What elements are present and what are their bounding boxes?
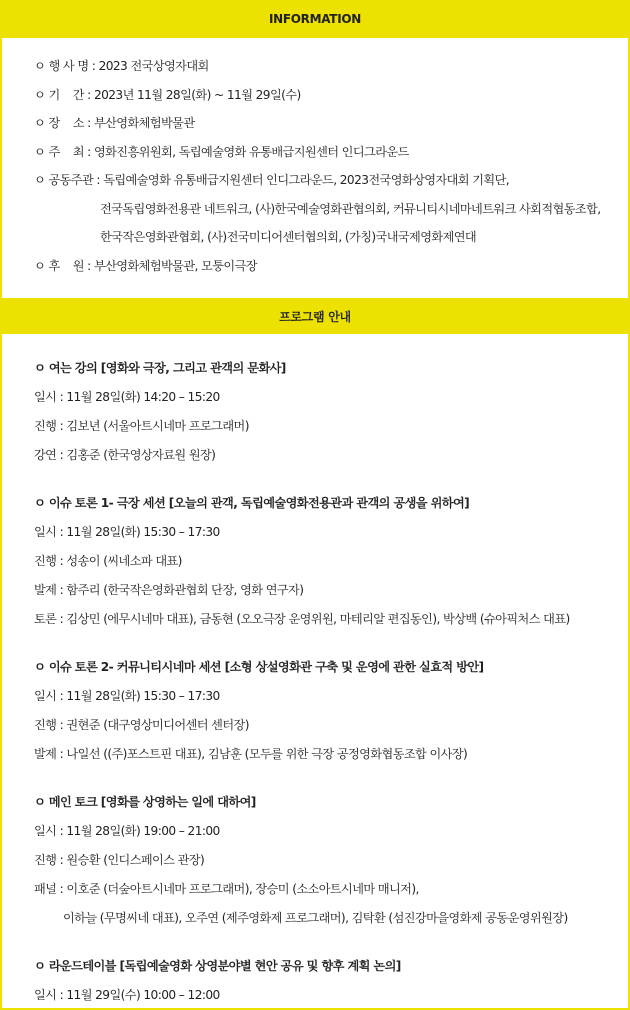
cohost-label: ㅇ 공동주관: [34, 173, 94, 187]
information-section: [2, 38, 628, 298]
program-session: [34, 495, 628, 640]
separator: :: [83, 87, 94, 102]
info-row-cohost: [34, 172, 628, 201]
session-line: 일시 : 11월 28일(화) 15:30 – 17:30: [34, 689, 220, 703]
info-row-sponsor: [34, 258, 628, 287]
session-line: 발제 : 나일선 ((주)포스트핀 대표), 김남훈 (모두를 위한 극장 공정영화협동조합 이사장): [34, 747, 468, 761]
event-label: ㅇ 행 사 명: [34, 59, 89, 73]
session-title: ㅇ 이슈 토론 2- 커뮤니티시네마 세션 [소형 상설영화관 구축 및 운영에 관한 실효적 방안]: [34, 660, 484, 674]
session-title: ㅇ 여는 강의 [영화와 극장, 그리고 관객의 문화사]: [34, 361, 286, 375]
period-value: 2023년 11월 28일(화) ~ 11월 29일(수): [93, 87, 301, 102]
separator: :: [83, 258, 94, 273]
information-header: [2, 0, 628, 38]
cohost-line-3: 한국작은영화관협회, (사)전국미디어센터협의회, (가칭)국내국제영화제연대: [100, 230, 477, 244]
session-line: 일시 : 11월 28일(화) 15:30 – 17:30: [34, 525, 220, 539]
session-line: 진행 : 원승환 (인디스페이스 관장): [34, 853, 205, 867]
session-line: 진행 : 김보년 (서울아트시네마 프로그래머): [34, 419, 249, 433]
session-line: 진행 : 권현준 (대구영상미디어센터 센터장): [34, 718, 249, 732]
host-value: 영화진흥위원회, 독립예술영화 유통배급지원센터 인디그라운드: [93, 144, 409, 159]
session-line: 강연 : 김홍준 (한국영상자료원 원장): [34, 448, 216, 462]
program-section: [2, 334, 628, 1010]
sponsor-label: ㅇ 후 원: [34, 258, 84, 273]
session-line: 발제 : 함주리 (한국작은영화관협회 단장, 영화 연구자): [34, 583, 304, 597]
program-session: [34, 794, 628, 939]
separator: :: [83, 116, 94, 130]
session-line: 일시 : 11월 28일(화) 14:20 – 15:20: [34, 390, 220, 404]
session-title: ㅇ 라운드테이블 [독립예술영화 상영분야별 현안 공유 및 향후 계획 논의]: [34, 959, 401, 973]
sponsor-value: 부산영화체험박물관, 모퉁이극장: [93, 258, 257, 273]
session-line-continued: 이하늘 (무명씨네 대표), 오주연 (제주영화제 프로그래머), 김탁환 (섬진강마을영화제 공동운영위원장): [63, 911, 568, 925]
information-header-text: INFORMATION: [268, 12, 362, 26]
program-session: [34, 360, 628, 476]
separator: :: [88, 59, 99, 73]
host-label: ㅇ 주 최: [34, 144, 84, 159]
session-line: 진행 : 성송이 (씨네소파 대표): [34, 554, 182, 568]
info-row-period: [34, 87, 628, 116]
program-session: [34, 659, 628, 775]
venue-value: 부산영화체험박물관: [93, 116, 195, 130]
info-row-host: [34, 144, 628, 173]
session-title: ㅇ 이슈 토론 1- 극장 세션 [오늘의 관객, 독립예술영화전용관과 관객의 공생을 위하여]: [34, 496, 470, 510]
program-header-text: 프로그램 안내: [279, 309, 351, 324]
venue-label: ㅇ 장 소: [34, 116, 84, 130]
session-line: 패널 : 이호준 (더숲아트시네마 프로그래머), 장승미 (소소아트시네마 매니저),: [34, 882, 419, 896]
cohost-line-2: 전국독립영화전용관 네트워크, (사)한국예술영화관협의회, 커뮤니티시네마네트워크 사회적협동조합,: [100, 201, 601, 216]
program-header: [2, 298, 628, 334]
program-session: [34, 958, 628, 1010]
event-value: 2023 전국상영자대회: [98, 59, 209, 73]
separator: :: [93, 173, 104, 187]
cohost-line-1: 독립예술영화 유통배급지원센터 인디그라운드, 2023전국영화상영자대회 기획단,: [103, 173, 510, 187]
session-title: ㅇ 메인 토크 [영화를 상영하는 일에 대하여]: [34, 795, 256, 809]
session-line: 토론 : 김상민 (에무시네마 대표), 금동현 (오오극장 운영위원, 마테리알 편집동인), 박상백 (슈아픽처스 대표): [34, 612, 570, 626]
session-line: 일시 : 11월 28일(화) 19:00 – 21:00: [34, 824, 220, 838]
session-line: 일시 : 11월 29일(수) 10:00 – 12:00: [34, 988, 220, 1002]
period-label: ㅇ 기 간: [34, 87, 84, 102]
separator: :: [83, 144, 94, 159]
info-row-venue: [34, 115, 628, 144]
info-row-event: [34, 58, 628, 87]
